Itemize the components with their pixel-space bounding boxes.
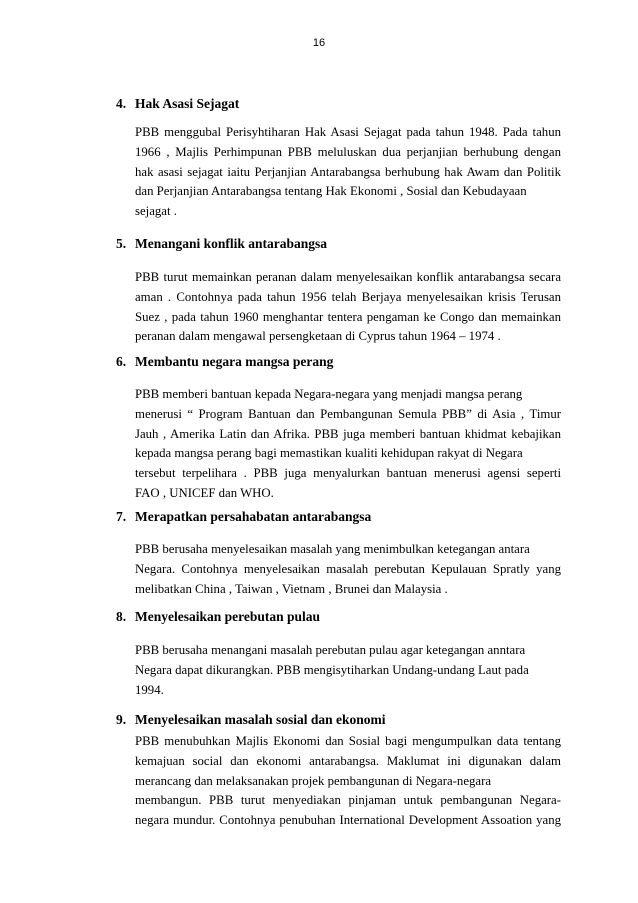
paragraph-line: peranan dalam mengawal persengketaan di Cyprus tahun 1964 – 1974 . xyxy=(135,329,501,344)
paragraph-line: kepada mangsa perang bagi memastikan kualiti kehidupan rakyat di Negara xyxy=(135,446,523,461)
paragraph-line: Suez , pada tahun 1960 menghantar tentera pengaman ke Congo dan memainkan xyxy=(135,309,561,324)
section-heading xyxy=(116,608,561,626)
paragraph-line: FAO , UNICEF dan WHO. xyxy=(135,485,274,500)
section-number: 8. xyxy=(116,609,127,624)
section-number: 6. xyxy=(116,354,127,369)
section-title: Menyelesaikan masalah sosial dan ekonomi xyxy=(135,712,386,727)
section-number: 5. xyxy=(116,236,127,251)
paragraph-line: merancang dan melaksanakan projek pembangunan di Negara-negara xyxy=(135,773,492,788)
paragraph-line: PBB menubuhkan Majlis Ekonomi dan Sosial bagi mengumpulkan data tentang xyxy=(135,734,561,748)
section-number: 7. xyxy=(116,509,127,524)
paragraph-line: PBB berusaha menangani masalah perebutan pulau agar ketegangan anntara xyxy=(135,643,526,657)
paragraph-line: 1994. xyxy=(135,682,164,697)
paragraph-line: hak asasi sejagat iaitu Perjanjian Antarabangsa berhubung hak Awam dan Politik xyxy=(135,164,561,179)
section-perebutan-pulau xyxy=(116,608,561,700)
paragraph-line: PBB berusaha menyelesaikan masalah yang menimbulkan ketegangan antara xyxy=(135,542,530,556)
section-title: Hak Asasi Sejagat xyxy=(135,96,240,111)
paragraph-line: PBB turut memainkan peranan dalam menyelesaikan konflik antarabangsa secara xyxy=(135,270,561,284)
section-heading xyxy=(116,235,561,253)
paragraph-line: melibatkan China , Taiwan , Vietnam , Brunei dan Malaysia . xyxy=(135,581,448,596)
section-persahabatan xyxy=(116,508,561,599)
paragraph-line: PBB memberi bantuan kepada Negara-negara yang menjadi mangsa perang xyxy=(135,387,523,401)
section-title: Membantu negara mangsa perang xyxy=(135,354,334,369)
paragraph-line: Negara dapat dikurangkan. PBB mengisytiharkan Undang-undang Laut pada xyxy=(135,662,529,677)
paragraph-line: 1966 , Majlis Perhimpunan PBB meluluskan dua perjanjian berhubung dengan xyxy=(135,144,561,159)
section-konflik xyxy=(116,235,561,347)
section-sosial-ekonomi xyxy=(116,711,561,831)
section-heading xyxy=(116,711,561,729)
section-heading xyxy=(116,508,561,526)
paragraph-line: kemajuan social dan ekonomi antarabangsa. Maklumat ini digunakan dalam xyxy=(135,753,561,768)
section-paragraph xyxy=(135,123,561,222)
section-title: Menyelesaikan perebutan pulau xyxy=(135,609,321,624)
section-paragraph xyxy=(135,385,561,504)
paragraph-line: Negara. Contohnya menyelesaikan masalah perebutan Kepulauan Spratly yang xyxy=(135,561,561,576)
section-paragraph xyxy=(135,732,561,831)
section-paragraph xyxy=(135,540,561,599)
section-number: 4. xyxy=(116,96,127,111)
section-number: 9. xyxy=(116,712,127,727)
paragraph-line: menerusi “ Program Bantuan dan Pembangunan Semula PBB” di Asia , Timur xyxy=(135,406,561,421)
section-heading xyxy=(116,353,561,371)
paragraph-line: tersebut terpelihara . PBB juga menyalurkan bantuan menerusi agensi seperti xyxy=(135,466,561,481)
section-paragraph xyxy=(135,268,561,347)
section-heading xyxy=(116,95,561,113)
paragraph-line: membangun. PBB turut menyediakan pinjaman untuk pembangunan Negara- xyxy=(135,793,561,808)
section-paragraph xyxy=(135,641,561,700)
paragraph-line: PBB menggubal Perisyhtiharan Hak Asasi Sejagat pada tahun 1948. Pada tahun xyxy=(135,125,561,139)
paragraph-line: sejagat . xyxy=(135,204,177,219)
section-title: Merapatkan persahabatan antarabangsa xyxy=(135,509,372,524)
section-hak-asasi xyxy=(116,95,561,222)
paragraph-line: negara mundur. Contohnya penubuhan International Development Assoation yang xyxy=(135,813,561,828)
section-title: Menangani konflik antarabangsa xyxy=(135,236,328,251)
paragraph-line: dan Perjanjian Antarabangsa tentang Hak Ekonomi , Sosial dan Kebudayaan xyxy=(135,184,527,199)
section-mangsa-perang xyxy=(116,353,561,504)
paragraph-line: aman . Contohnya pada tahun 1956 telah Berjaya menyelesaikan krisis Terusan xyxy=(135,289,561,304)
page-number: 16 xyxy=(312,37,326,49)
paragraph-line: Jauh , Amerika Latin dan Afrika. PBB juga memberi bantuan khidmat kebajikan xyxy=(135,426,561,441)
